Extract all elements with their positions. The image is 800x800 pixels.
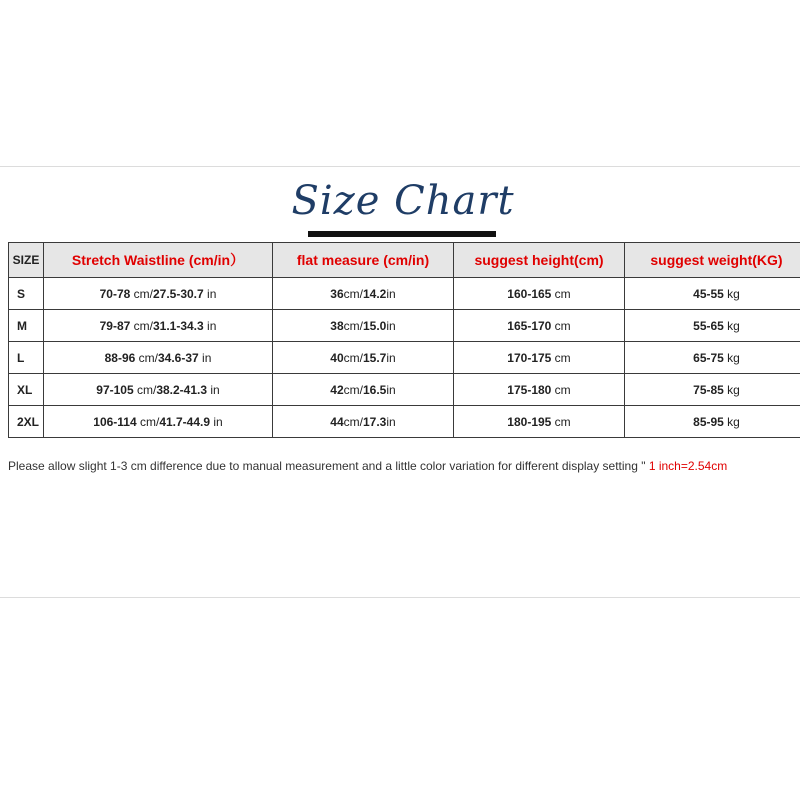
size-cell: L [9, 342, 44, 374]
note-conversion: 1 inch=2.54cm [648, 459, 728, 473]
size-cell: S [9, 278, 44, 310]
size-cell: M [9, 310, 44, 342]
waist-cell: 79-87 cm/31.1-34.3 in [44, 310, 273, 342]
title-underline [308, 231, 496, 237]
disclaimer-note [8, 459, 727, 473]
table-row [9, 374, 800, 406]
page-title: Size Chart [291, 178, 515, 224]
weight-cell: 75-85 kg [625, 374, 800, 406]
height-cell: 175-180 cm [454, 374, 625, 406]
waist-cell: 70-78 cm/27.5-30.7 in [44, 278, 273, 310]
note-text: Please allow slight 1-3 cm difference due to manual measurement and a little color variation for different display setting " [8, 459, 649, 473]
header-height: suggest height(cm) [454, 243, 625, 278]
flat-cell: 42cm/16.5in [273, 374, 454, 406]
bottom-divider [0, 597, 800, 598]
waist-cell: 88-96 cm/34.6-37 in [44, 342, 273, 374]
flat-cell: 44cm/17.3in [273, 406, 454, 438]
table-row [9, 406, 800, 438]
flat-cell: 36cm/14.2in [273, 278, 454, 310]
height-cell: 170-175 cm [454, 342, 625, 374]
weight-cell: 45-55 kg [625, 278, 800, 310]
table-row [9, 342, 800, 374]
size-table [8, 242, 800, 438]
flat-cell: 40cm/15.7in [273, 342, 454, 374]
size-cell: 2XL [9, 406, 44, 438]
size-cell: XL [9, 374, 44, 406]
height-cell: 180-195 cm [454, 406, 625, 438]
height-cell: 160-165 cm [454, 278, 625, 310]
table-row [9, 278, 800, 310]
header-weight: suggest weight(KG) [625, 243, 800, 278]
header-size: SIZE [9, 243, 44, 278]
height-cell: 165-170 cm [454, 310, 625, 342]
top-divider [0, 166, 800, 167]
table-header-row [9, 243, 800, 278]
weight-cell: 65-75 kg [625, 342, 800, 374]
table-row [9, 310, 800, 342]
flat-cell: 38cm/15.0in [273, 310, 454, 342]
waist-cell: 106-114 cm/41.7-44.9 in [44, 406, 273, 438]
weight-cell: 55-65 kg [625, 310, 800, 342]
waist-cell: 97-105 cm/38.2-41.3 in [44, 374, 273, 406]
weight-cell: 85-95 kg [625, 406, 800, 438]
header-flat-measure: flat measure (cm/in) [273, 243, 454, 278]
header-waistline: Stretch Waistline (cm/in） [44, 243, 273, 278]
